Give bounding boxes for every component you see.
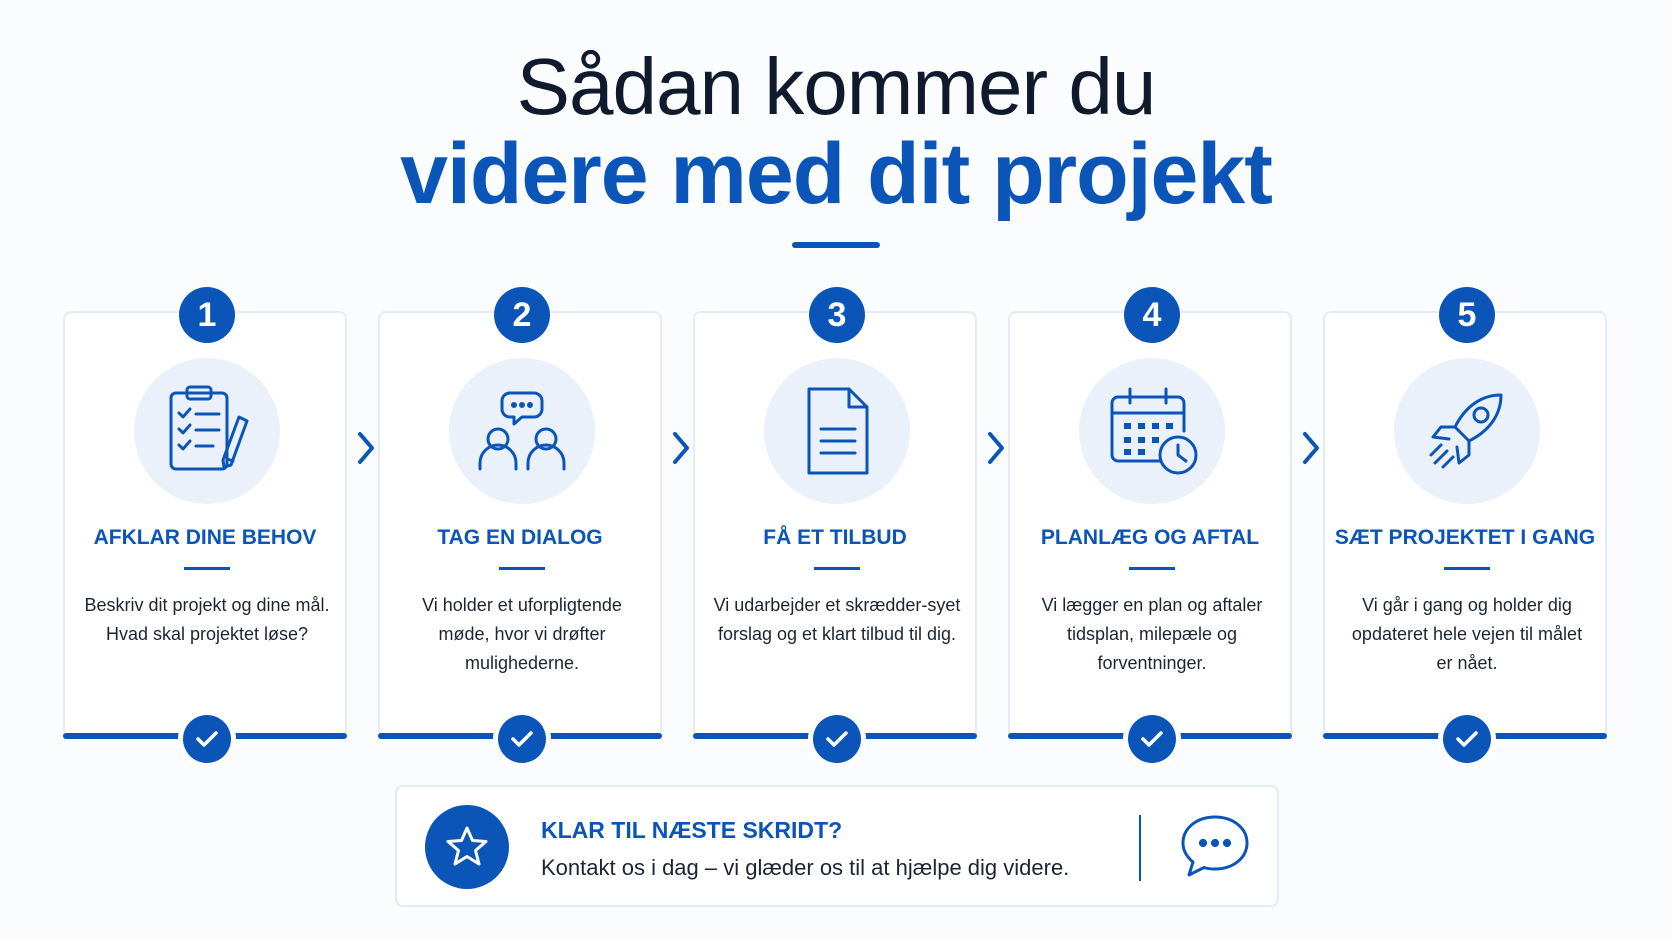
checkmark-icon: [823, 725, 851, 753]
step-title: TAG EN DIALOG: [437, 526, 603, 549]
chevron-right-icon: [352, 428, 380, 468]
check-badge: [183, 715, 231, 763]
heading-line-2: videre med dit projekt: [400, 126, 1272, 222]
step-card-5: [1323, 296, 1607, 735]
step-card-4: [1008, 296, 1292, 735]
clipboard-checklist-icon: [157, 381, 257, 481]
chevron-right-icon: [982, 428, 1010, 468]
check-badge: [813, 715, 861, 763]
step-title-divider: [184, 567, 230, 570]
check-badge: [498, 715, 546, 763]
step-number-badge: 3: [809, 287, 865, 343]
cta-divider: [1139, 815, 1141, 881]
step-icon-circle: [1394, 358, 1540, 504]
cta-box[interactable]: [395, 785, 1279, 907]
step-number-badge: 2: [494, 287, 550, 343]
step-icon-circle: [764, 358, 910, 504]
rocket-icon: [1417, 381, 1517, 481]
chevron-right-icon: [1297, 428, 1325, 468]
step-icon-circle: [1079, 358, 1225, 504]
heading-line-1: Sådan kommer du: [516, 42, 1156, 131]
checkmark-icon: [508, 725, 536, 753]
chat-bubble-icon[interactable]: [1177, 809, 1253, 885]
step-card-1: [63, 296, 347, 735]
step-title: SÆT PROJEKTET I GANG: [1334, 526, 1596, 549]
checkmark-icon: [193, 725, 221, 753]
step-description: Vi lægger en plan og aftaler tidsplan, milepæle og forventninger.: [1041, 595, 1263, 673]
cta-star-badge: [425, 805, 509, 889]
checkmark-icon: [1138, 725, 1166, 753]
step-card-2: [378, 296, 662, 735]
step-title: PLANLÆG OG AFTAL: [1040, 526, 1260, 549]
step-description: Vi går i gang og holder dig opdateret hele vejen til målet er nået.: [1351, 595, 1583, 673]
step-description: Vi holder et uforpligtende møde, hvor vi drøfter mulighederne.: [422, 595, 622, 673]
title-divider: [792, 242, 880, 248]
cta-title: KLAR TIL NÆSTE SKRIDT?: [541, 817, 843, 843]
calendar-clock-icon: [1102, 381, 1202, 481]
step-title: AFKLAR DINE BEHOV: [93, 526, 317, 549]
step-description: Vi udarbejder et skrædder-syet forslag og et klart tilbud til dig.: [713, 595, 961, 644]
checkmark-icon: [1453, 725, 1481, 753]
step-title-divider: [1444, 567, 1490, 570]
check-badge: [1443, 715, 1491, 763]
document-icon: [787, 381, 887, 481]
step-title: FÅ ET TILBUD: [763, 526, 907, 549]
people-dialog-icon: [472, 381, 572, 481]
step-number-badge: 5: [1439, 287, 1495, 343]
check-badge: [1128, 715, 1176, 763]
step-card-3: [693, 296, 977, 735]
step-number-badge: 1: [179, 287, 235, 343]
step-description: Beskriv dit projekt og dine mål. Hvad skal projektet løse?: [84, 595, 330, 644]
step-icon-circle: [449, 358, 595, 504]
cta-text: Kontakt os i dag – vi glæder os til at hjælpe dig videre.: [541, 855, 1070, 880]
step-title-divider: [1129, 567, 1175, 570]
step-title-divider: [814, 567, 860, 570]
step-icon-circle: [134, 358, 280, 504]
chevron-right-icon: [667, 428, 695, 468]
star-icon: [443, 823, 491, 871]
step-title-divider: [499, 567, 545, 570]
step-number-badge: 4: [1124, 287, 1180, 343]
